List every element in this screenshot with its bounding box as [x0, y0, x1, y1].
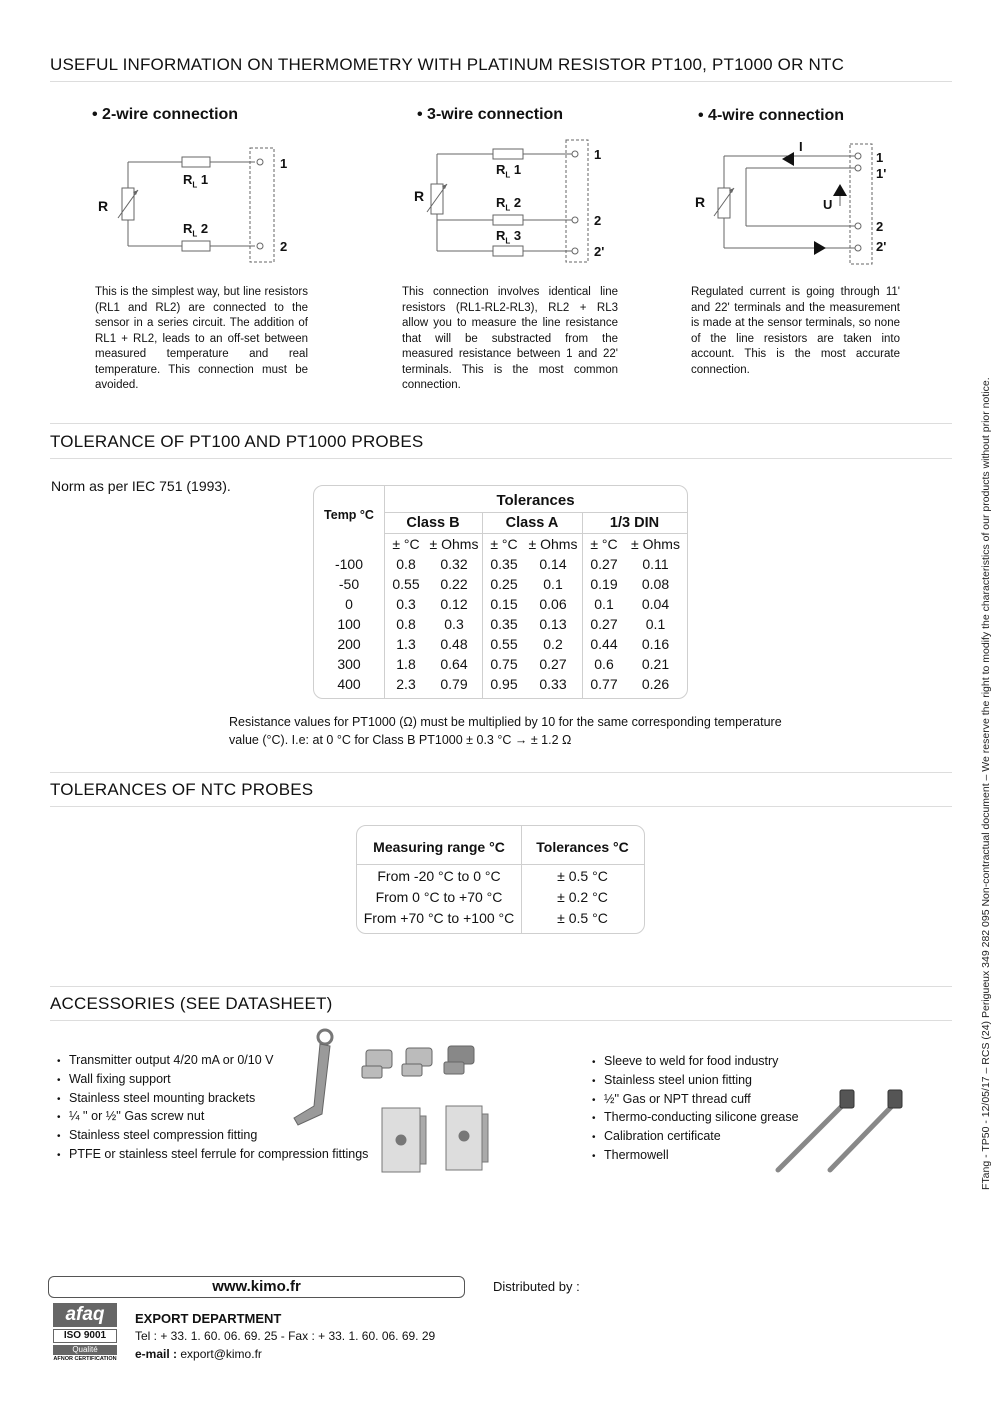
four-wire-terminal-1: 1 — [876, 150, 884, 165]
tolerance-cell: 0.08 — [641, 576, 670, 592]
ntc-tolerance-cell: ± 0.2 °C — [557, 889, 608, 905]
four-wire-title: • 4-wire connection — [698, 107, 845, 124]
accessory-item: • Stainless steel mounting brackets — [57, 1090, 368, 1109]
four-wire-r-label: R — [695, 194, 706, 210]
temp-header: Temp °C — [324, 508, 374, 522]
three-wire-terminal-1: 1 — [594, 147, 602, 162]
three-wire-title: • 3-wire connection — [417, 106, 564, 123]
sub-header: ± °C — [490, 536, 518, 552]
norm-text: Norm as per IEC 751 (1993). — [51, 478, 231, 494]
tolerance-cell: 0.8 — [396, 616, 416, 632]
three-wire-terminal-2: 2 — [594, 213, 602, 228]
three-wire-rl2-label: $R_L$ 2 — [496, 195, 522, 213]
two-wire-terminal-1: 1 — [280, 156, 288, 171]
compression-fittings-image — [358, 1040, 488, 1090]
tolerance-cell: 0.95 — [490, 676, 518, 692]
tolerance-cell: 0.44 — [590, 636, 618, 652]
four-wire-diagram — [690, 138, 900, 268]
tolerance-cell: 0.13 — [539, 616, 567, 632]
mounting-brackets-image — [378, 1100, 498, 1180]
tolerance-cell: 0.16 — [641, 636, 670, 652]
din-header: 1/3 DIN — [609, 515, 660, 531]
accessory-item: • ¼ '' or ½'' Gas screw nut — [57, 1108, 368, 1127]
four-wire-u-label: U — [823, 197, 833, 212]
tolerance-cell: 0.3 — [396, 596, 416, 612]
phone-fax: Tel : + 33. 1. 60. 06. 69. 25 - Fax : + 33. 1. 60. 06. 69. 29 — [135, 1329, 436, 1343]
accessories-list-right — [592, 1053, 799, 1166]
email-line: e-mail : export@kimo.fr — [135, 1347, 262, 1361]
tolerance-cell: 0.27 — [590, 616, 618, 632]
section-title-ntc: TOLERANCES OF NTC PROBES — [50, 780, 952, 807]
tolerance-cell: 2.3 — [396, 676, 416, 692]
tolerance-cell: 0.15 — [490, 596, 518, 612]
tolerance-cell: 0.1 — [645, 616, 666, 632]
three-wire-rl1-label: $R_L$ 1 — [496, 162, 522, 180]
four-wire-description: Regulated current is going through 11' and 22' terminals and the measurement is made at the sensor terminals, so none of the line resistors are taken into account. This is the most accurate connection. — [691, 286, 900, 376]
sub-header: ± Ohms — [631, 536, 680, 552]
accessory-item: • ½'' Gas or NPT thread cuff — [592, 1091, 799, 1110]
pt1000-note: Resistance values for PT1000 (Ω) must be multiplied by 10 for the same corresponding temperature value (°C). I.e: at 0 °C for Class B PT1000 ± 0.3 °C → ± 1.2 Ω — [229, 715, 782, 747]
thermowell-image — [770, 1082, 910, 1177]
accessory-item: • Stainless steel compression fitting — [57, 1127, 368, 1146]
tolerance-cell: 0.26 — [641, 676, 670, 692]
tolerance-cell: 1.3 — [396, 636, 416, 652]
tolerance-cell: 0.27 — [539, 656, 567, 672]
tolerance-cell: 0.48 — [440, 636, 468, 652]
two-wire-diagram — [90, 140, 310, 270]
ntc-range-cell: From +70 °C to +100 °C — [363, 910, 515, 926]
ntc-tolerance-cell: ± 0.5 °C — [557, 910, 608, 926]
accessory-item: • Thermowell — [592, 1147, 799, 1166]
three-wire-description: This connection involves identical line resistors (RL1-RL2-RL3), RL2 + RL3 allow you to measure the line resistance that will be substracted from the measured resistance between 1 and 22' terminals. This is the most common connection. — [402, 286, 618, 391]
two-wire-title: • 2-wire connection — [92, 106, 239, 123]
ntc-tolerance-header: Tolerances °C — [536, 839, 629, 855]
tolerance-cell: 0.3 — [444, 616, 464, 632]
side-legal-note: FTang - TP50 - 12/05/17 – RCS (24) Perigueux 349 282 095 Non-contractual document – We reserve the right to modify the characteristics of our products without prior notice. — [980, 377, 992, 1190]
tolerance-cell: 0.1 — [543, 576, 563, 592]
sub-header: ± Ohms — [528, 536, 578, 552]
accessory-item: • Transmitter output 4/20 mA or 0/10 V — [57, 1052, 368, 1071]
pt-tolerance-table — [313, 485, 688, 699]
accessory-item: • Calibration certificate — [592, 1128, 799, 1147]
distributed-by: Distributed by : — [493, 1279, 580, 1294]
tolerance-cell: 0.35 — [490, 616, 518, 632]
tolerance-cell: 0.06 — [539, 596, 567, 612]
tolerance-cell: 0.64 — [440, 656, 468, 672]
three-wire-r-label: R — [414, 188, 425, 204]
tolerance-cell: 0.19 — [590, 576, 618, 592]
accessory-item: • PTFE or stainless steel ferrule for compression fittings — [57, 1146, 368, 1165]
accessory-item: • Thermo-conducting silicone grease — [592, 1109, 799, 1128]
temp-cell: -100 — [334, 556, 364, 572]
tolerance-cell: 0.6 — [594, 656, 614, 672]
class-a-header: Class A — [505, 515, 559, 531]
tolerance-cell: 0.32 — [440, 556, 468, 572]
export-department: EXPORT DEPARTMENT — [135, 1311, 282, 1326]
accessory-item: • Sleeve to weld for food industry — [592, 1053, 799, 1072]
temp-cell: -50 — [338, 576, 360, 592]
accessory-item: • Wall fixing support — [57, 1071, 368, 1090]
sub-header: ± °C — [590, 536, 618, 552]
tolerance-cell: 0.25 — [490, 576, 518, 592]
tolerance-cell: 0.1 — [594, 596, 614, 612]
class-b-header: Class B — [406, 515, 460, 531]
two-wire-r-label: R — [98, 198, 109, 214]
tolerance-cell: 0.35 — [490, 556, 518, 572]
tolerance-cell: 0.55 — [490, 636, 518, 652]
four-wire-terminal-2: 2 — [876, 219, 884, 234]
tolerance-cell: 1.8 — [396, 656, 416, 672]
ntc-range-cell: From 0 °C to +70 °C — [375, 889, 503, 905]
tolerance-cell: 0.2 — [543, 636, 563, 652]
three-wire-terminal-2-prime: 2' — [594, 244, 605, 259]
temp-cell: 200 — [337, 636, 361, 652]
four-wire-i-label: I — [799, 139, 803, 154]
two-wire-rl2-label: $R_L$ 2 — [183, 221, 209, 239]
sub-header: ± °C — [392, 536, 420, 552]
tolerance-cell: 0.21 — [641, 656, 670, 672]
tolerance-cell: 0.33 — [539, 676, 567, 692]
section-title-accessories: ACCESSORIES (SEE DATASHEET) — [50, 994, 952, 1021]
two-wire-description: This is the simplest way, but line resistors (RL1 and RL2) are connected to the sensor in a series circuit. The addition of RL1 + RL2, leads to an off-set between measured temperature and real temperature. This connection must be avoided. — [95, 286, 308, 391]
email-link[interactable]: export@kimo.fr — [180, 1347, 262, 1361]
ntc-tolerance-table — [356, 825, 645, 934]
website-link[interactable]: www.kimo.fr — [48, 1276, 465, 1298]
tolerance-cell: 0.27 — [590, 556, 618, 572]
temp-cell: 0 — [345, 596, 353, 612]
temp-cell: 400 — [337, 676, 361, 692]
section-title-thermometry: USEFUL INFORMATION ON THERMOMETRY WITH PLATINUM RESISTOR PT100, PT1000 OR NTC — [50, 55, 952, 82]
wall-bracket-image — [288, 1028, 348, 1128]
accessory-item: • Stainless steel union fitting — [592, 1072, 799, 1091]
ntc-range-header: Measuring range °C — [373, 839, 505, 855]
temp-cell: 300 — [337, 656, 361, 672]
tolerance-cell: 0.14 — [539, 556, 567, 572]
afaq-iso-logo: afaq ISO 9001 Qualité AFNOR CERTIFICATION — [53, 1304, 117, 1362]
tolerances-header: Tolerances — [496, 492, 575, 509]
tolerance-cell: 0.75 — [490, 656, 518, 672]
sub-header: ± Ohms — [429, 536, 479, 552]
tolerance-cell: 0.11 — [642, 556, 669, 572]
two-wire-terminal-2: 2 — [280, 239, 288, 254]
tolerance-cell: 0.8 — [396, 556, 416, 572]
ntc-range-cell: From -20 °C to 0 °C — [377, 868, 501, 884]
tolerance-cell: 0.55 — [392, 576, 420, 592]
four-wire-terminal-2-prime: 2' — [876, 239, 887, 254]
four-wire-terminal-1-prime: 1' — [876, 166, 887, 181]
section-title-pt-tolerance: TOLERANCE OF PT100 AND PT1000 PROBES — [50, 432, 952, 459]
temp-cell: 100 — [337, 616, 361, 632]
tolerance-cell: 0.77 — [590, 676, 618, 692]
tolerance-cell: 0.79 — [440, 676, 468, 692]
tolerance-cell: 0.12 — [440, 596, 468, 612]
three-wire-rl3-label: $R_L$ 3 — [496, 228, 522, 246]
ntc-tolerance-cell: ± 0.5 °C — [557, 868, 608, 884]
two-wire-rl1-label: $R_L$ 1 — [183, 172, 209, 190]
tolerance-cell: 0.04 — [641, 596, 670, 612]
tolerance-cell: 0.22 — [440, 576, 468, 592]
